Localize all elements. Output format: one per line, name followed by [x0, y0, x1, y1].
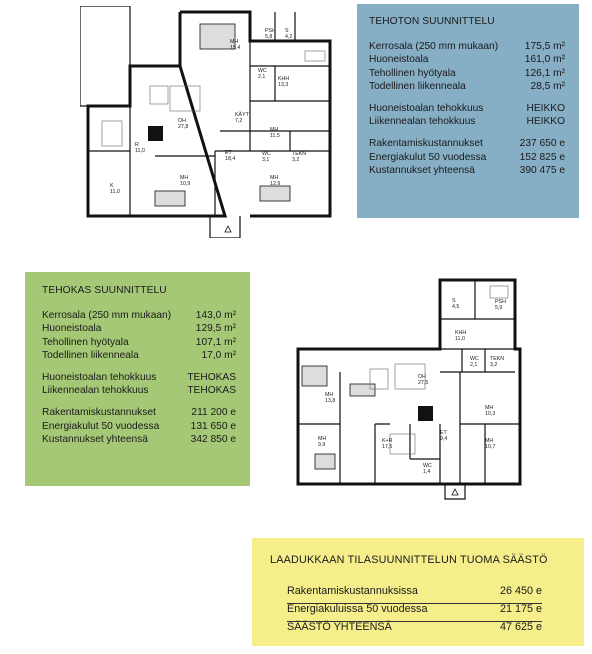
cost-row: Kustannukset yhteensä 390 475 e	[369, 164, 565, 176]
svg-text:9,4: 9,4	[440, 436, 448, 442]
svg-text:MH: MH	[230, 39, 239, 45]
efficiency-row: Huoneistoalan tehokkuus HEIKKO	[369, 102, 565, 114]
stat-row: Huoneistoala 161,0 m²	[369, 54, 565, 66]
svg-text:TEKN: TEKN	[292, 151, 307, 157]
svg-text:10,3: 10,3	[485, 411, 496, 417]
panel-inefficient	[357, 4, 579, 218]
svg-text:27,5: 27,5	[418, 380, 429, 386]
cost-row: Rakentamiskustannukset 211 200 e	[42, 407, 236, 419]
svg-text:ET: ET	[440, 430, 447, 436]
svg-text:WC: WC	[262, 151, 271, 157]
panel-efficient	[25, 272, 250, 486]
stat-row: Todellinen liikenneala 28,5 m²	[369, 80, 565, 92]
cost-row: Kustannukset yhteensä 342 850 e	[42, 433, 236, 445]
panel-title: TEHOKAS SUUNNITTELU	[42, 285, 167, 296]
svg-text:MH: MH	[270, 175, 279, 181]
svg-text:11,0: 11,0	[110, 189, 120, 195]
savings-total-row: SÄÄSTÖ YHTEENSÄ 47 625 e	[287, 621, 542, 633]
svg-text:3,2: 3,2	[490, 362, 498, 368]
svg-text:WC: WC	[423, 463, 432, 469]
svg-text:3,1: 3,1	[262, 157, 270, 163]
svg-text:KÄYT: KÄYT	[235, 112, 249, 118]
stat-row: Huoneistoala 129,5 m²	[42, 323, 236, 335]
svg-text:11,0: 11,0	[455, 336, 465, 342]
savings-row: Energiakuluissa 50 vuodessa 21 175 e	[287, 604, 542, 622]
room-area: 15,4	[230, 45, 241, 51]
stat-row: Todellinen liikenneala 17,0 m²	[42, 349, 236, 361]
svg-text:10,9: 10,9	[180, 181, 191, 187]
svg-text:11,0: 11,0	[135, 148, 145, 154]
efficiency-row: Liikennealan tehokkuus TEHOKAS	[42, 385, 236, 397]
floor-plan-efficient	[290, 274, 530, 506]
cost-row: Energiakulut 50 vuodessa 131 650 e	[42, 420, 236, 432]
svg-text:1,4: 1,4	[423, 469, 431, 475]
svg-text:MH: MH	[180, 175, 189, 181]
svg-text:PSH: PSH	[265, 28, 276, 34]
svg-text:18,4: 18,4	[225, 156, 236, 162]
svg-text:WC: WC	[258, 68, 267, 74]
svg-text:OH: OH	[178, 118, 186, 124]
svg-text:17,5: 17,5	[382, 444, 393, 450]
svg-text:ET: ET	[225, 150, 232, 156]
savings-row: Rakentamiskustannuksissa 26 450 e	[287, 586, 542, 604]
svg-text:TEKN: TEKN	[490, 356, 505, 362]
svg-text:K+R: K+R	[382, 438, 393, 444]
stat-row: Tehollinen hyötyala 107,1 m²	[42, 336, 236, 348]
efficiency-row: Liikennealan tehokkuus HEIKKO	[369, 116, 565, 128]
stat-row: Tehollinen hyötyala 126,1 m²	[369, 67, 565, 79]
svg-text:4,5: 4,5	[452, 304, 460, 310]
svg-text:10,7: 10,7	[485, 444, 496, 450]
svg-text:S: S	[452, 298, 456, 304]
panel-title: TEHOTON SUUNNITTELU	[369, 16, 495, 27]
svg-text:27,8: 27,8	[178, 124, 189, 130]
efficiency-row: Huoneistoalan tehokkuus TEHOKAS	[42, 371, 236, 383]
svg-text:OH: OH	[418, 374, 426, 380]
stat-row: Kerrosala (250 mm mukaan) 175,5 m²	[369, 41, 565, 53]
svg-text:K: K	[110, 183, 114, 189]
svg-text:R: R	[135, 142, 139, 148]
svg-text:MH: MH	[325, 392, 334, 398]
svg-text:MH: MH	[485, 438, 494, 444]
svg-text:MH: MH	[270, 127, 279, 133]
cost-row: Energiakulut 50 vuodessa 152 825 e	[369, 151, 565, 163]
cost-row: Rakentamiskustannukset 237 650 e	[369, 138, 565, 150]
svg-text:11,5: 11,5	[270, 133, 280, 139]
svg-text:3,2: 3,2	[292, 157, 300, 163]
svg-text:5,9: 5,9	[495, 305, 503, 311]
svg-text:KHH: KHH	[278, 76, 290, 82]
svg-text:MH: MH	[318, 436, 327, 442]
svg-text:13,3: 13,3	[278, 82, 289, 88]
svg-text:2,1: 2,1	[258, 74, 266, 80]
svg-text:5,8: 5,8	[265, 34, 273, 40]
floor-plan-inefficient	[80, 6, 342, 238]
svg-text:12,9: 12,9	[270, 181, 281, 187]
svg-text:WC: WC	[470, 356, 479, 362]
svg-text:9,9: 9,9	[318, 442, 326, 448]
svg-text:4,2: 4,2	[285, 34, 293, 40]
svg-text:7,2: 7,2	[235, 118, 243, 124]
svg-text:S: S	[285, 28, 289, 34]
svg-text:PSH: PSH	[495, 299, 506, 305]
panel-savings	[252, 538, 584, 646]
svg-text:13,8: 13,8	[325, 398, 336, 404]
svg-text:MH: MH	[485, 405, 494, 411]
svg-text:KHH: KHH	[455, 330, 467, 336]
svg-text:2,1: 2,1	[470, 362, 478, 368]
panel-title: LAADUKKAAN TILASUUNNITTELUN TUOMA SÄÄSTÖ	[270, 554, 548, 566]
stat-row: Kerrosala (250 mm mukaan) 143,0 m²	[42, 310, 236, 322]
